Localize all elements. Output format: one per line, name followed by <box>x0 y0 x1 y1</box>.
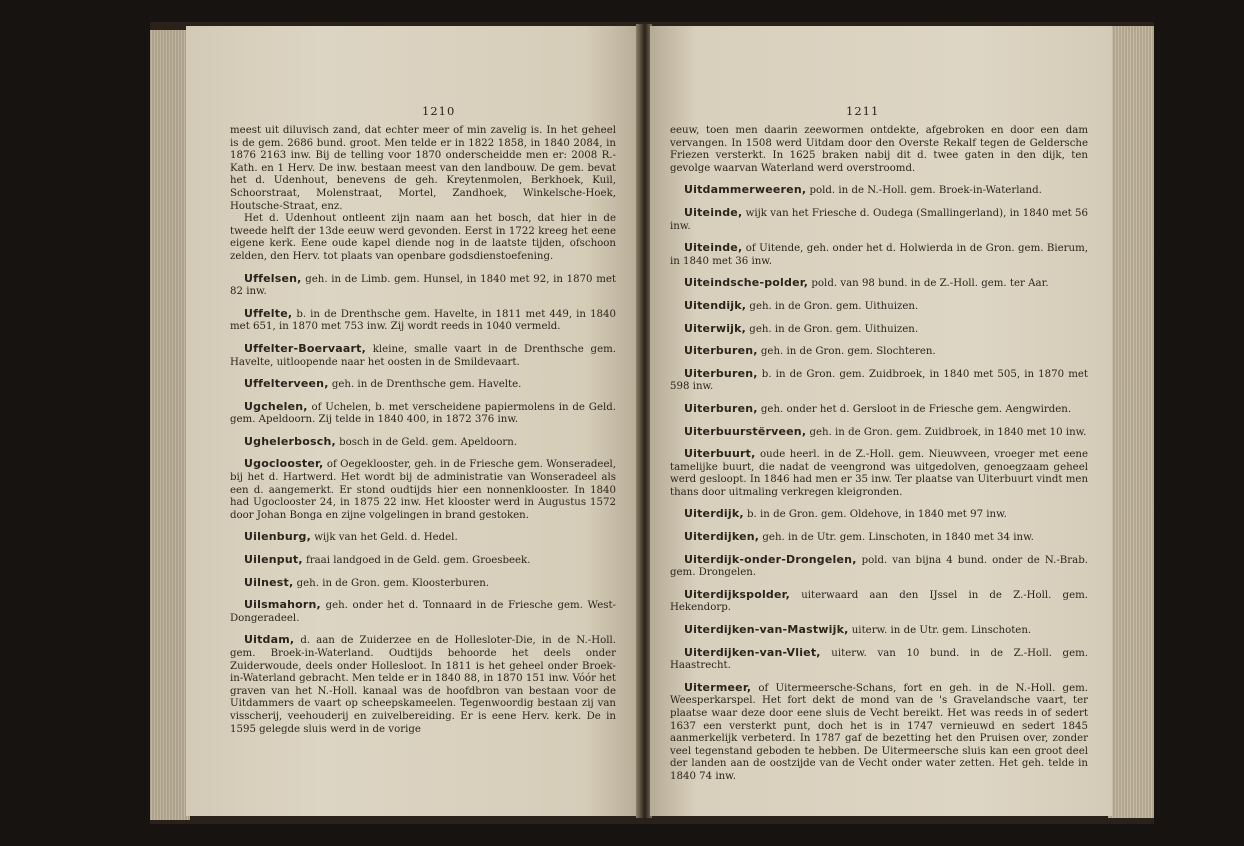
entry-text: of Oegeklooster, geh. in de Friesche gem. Wonseradeel, bij het d. Hartwerd. Het wordt bij de administratie van Wonseradeel als een d. aangemerkt. Er stond oudtijds hier een nonnenklooster. In 1840 had Ugoclooster 24, in 1875 22 inw. Het klooster werd in Augustus 1572 door Johan Bonga en zijne volgelingen in brand gestoken. <box>230 459 616 521</box>
headword: Uiteinde, <box>684 241 743 255</box>
entry <box>230 634 616 736</box>
page-number: 1211 <box>846 104 880 118</box>
entry-text: d. aan de Zuiderzee en de Hollesloter-Die, in de N.-Holl. gem. Broek-in-Waterland. Oudtijds behoorde het deels onder Zuiderwoude, deels onder Hollesloot. In 1811 is het geheel onder Broek-in-Waterland gebracht. Men telde er in 1840 88, in 1870 151 inw. Vóór het graven van het N.-Holl. kanaal was de hoofdbron van bestaan voor de Uitdammers de vaart op scheepskameelen. Tegenwoordig bestaan zij van visscherij, veehouderij en zuivelbereiding. Er is eene Herv. kerk. De in 1595 gelegde sluis werd in de vorige <box>230 635 616 735</box>
entry-text: pold. van 98 bund. in de Z.-Holl. gem. ter Aar. <box>811 278 1049 290</box>
entry <box>670 242 1088 268</box>
entry <box>670 323 1088 337</box>
entry-text: uiterwaard aan den IJssel in de Z.-Holl. gem. Hekendorp. <box>670 589 1088 614</box>
entry <box>670 554 1088 580</box>
continuation-text <box>230 125 616 264</box>
headword: Ugchelen, <box>244 399 308 413</box>
entry <box>670 682 1088 784</box>
entry <box>670 207 1088 233</box>
headword: Uiterbuurstërveen, <box>684 424 807 438</box>
headword: Uilnest, <box>244 575 294 589</box>
headword: Uitdammerweeren, <box>684 183 807 197</box>
headword: Uffelsen, <box>244 271 302 285</box>
headword: Uilenburg, <box>244 530 311 544</box>
headword: Uiterburen, <box>684 366 758 380</box>
headword: Uffelterveen, <box>244 377 329 391</box>
headword: Uitendijk, <box>684 298 747 312</box>
entry <box>230 343 616 369</box>
entry-text: of Uchelen, b. met verscheidene papiermolens in de Geld. gem. Apeldoorn. Zij telde in 1840 400, in 1872 376 inw. <box>230 401 616 426</box>
paragraph: eeuw, toen men daarin zeewormen ontdekte, afgebroken en door een dam vervangen. In 1508 werd Uitdam door den Overste Rekalf tegen de Geldersche Friezen versterkt. In 1625 braken nabij dit d. twee gaten in den dijk, ten gevolge waarvan Waterland werd overstroomd. <box>670 125 1088 174</box>
entry-text: kleine, smalle vaart in de Drenthsche gem. Havelte, uitloopende naar het oosten in de Smildevaart. <box>230 343 616 368</box>
headword: Uiterburen, <box>684 401 758 415</box>
headword: Uiterdijkspolder, <box>684 587 791 601</box>
page-edges-right <box>1108 26 1154 818</box>
headword: Uitdam, <box>244 633 295 647</box>
entry <box>670 624 1088 638</box>
continuation-text <box>670 125 1088 175</box>
entry-text: geh. in de Gron. gem. Kloosterburen. <box>296 577 490 589</box>
headword: Uffelte, <box>244 306 293 320</box>
headword: Uiterdijk-onder-Drongelen, <box>684 552 857 566</box>
page-number: 1210 <box>422 104 456 118</box>
headword: Ugoclooster, <box>244 457 324 471</box>
entry <box>230 378 616 392</box>
headword: Uilenput, <box>244 553 303 567</box>
entry <box>670 403 1088 417</box>
entry <box>230 554 616 568</box>
entry-text: b. in de Drenthsche gem. Havelte, in 1811 met 449, in 1840 met 651, in 1870 met 753 inw. Zij wordt reeds in 1040 vermeld. <box>230 308 616 333</box>
headword: Uilsmahorn, <box>244 598 321 612</box>
entry <box>670 345 1088 359</box>
headword: Uiterdijken-van-Mastwijk, <box>684 623 849 637</box>
entry-text: pold. in de N.-Holl. gem. Broek-in-Waterland. <box>809 185 1042 197</box>
headword: Uffelter-Boervaart, <box>244 341 366 355</box>
entry <box>670 531 1088 545</box>
entry-text: uiterw. in de Utr. gem. Linschoten. <box>851 625 1032 637</box>
right-page-text <box>670 125 1088 784</box>
paragraph: meest uit diluvisch zand, dat echter meer of min zavelig is. In het geheel is de gem. 2686 bund. groot. Men telde er in 1822 1858, in 1840 2084, in 1876 2163 inw. Bij de telling voor 1870 onderscheidde men er: 2008 R.-Kath. en 1 Herv. De inw. bestaan meest van den landbouw. De gem. bevat het d. Udenhout, benevens de geh. Kreytenmolen, Berkhoek, Kuil, Schoorstraat, Molenstraat, Mortel, Zandhoek, Winkelsche-Hoek, Houtsche-Straat, enz. <box>230 125 616 212</box>
entry <box>670 508 1088 522</box>
entry <box>670 300 1088 314</box>
headword: Uiterbuurt, <box>684 447 756 461</box>
entry-text: wijk van het Friesche d. Oudega (Smallingerland), in 1840 met 56 inw. <box>670 207 1088 232</box>
entry-text: geh. in de Gron. gem. Zuidbroek, in 1840 met 10 inw. <box>809 426 1087 438</box>
entry <box>670 448 1088 499</box>
entry <box>230 273 616 299</box>
entry-text: oude heerl. in de Z.-Holl. gem. Nieuwveen, vroeger met eene tamelijke buurt, die nadat de veengrond was uitgedolven, genoegzaam geheel werd gesloopt. In 1846 had men er 35 inw. Ter plaatse van Uiterbuurt vindt men thans door uitmaling verkregen kleigronden. <box>670 449 1088 498</box>
entry <box>670 184 1088 198</box>
entry-text: geh. in de Gron. gem. Uithuizen. <box>749 323 919 335</box>
entry-text: b. in de Gron. gem. Oldehove, in 1840 met 97 inw. <box>747 509 1007 521</box>
entry-text: geh. in de Utr. gem. Linschoten, in 1840 met 34 inw. <box>762 532 1034 544</box>
entry-text: of Uitende, geh. onder het d. Holwierda in de Gron. gem. Bierum, in 1840 met 36 inw. <box>670 243 1088 267</box>
page-edges-left <box>150 30 190 820</box>
entry-text: uiterw. van 10 bund. in de Z.-Holl. gem. Haastrecht. <box>670 647 1088 672</box>
entry <box>230 458 616 522</box>
entry-text: geh. in de Gron. gem. Uithuizen. <box>749 300 919 312</box>
entry-text: geh. in de Gron. gem. Slochteren. <box>760 346 936 358</box>
entry-text: wijk van het Geld. d. Hedel. <box>314 532 458 544</box>
entry <box>230 308 616 334</box>
right-page <box>650 26 1112 816</box>
headword: Uiterwijk, <box>684 321 747 335</box>
entry-text: geh. onder het d. Gersloot in de Friesche gem. Aengwirden. <box>760 403 1072 415</box>
headword: Ughelerbosch, <box>244 434 336 448</box>
entry-text: of Uitermeersche-Schans, fort en geh. in de N.-Holl. gem. Weesperkarspel. Het fort dekt de mond van de 's Gravelandsche vaart, ter plaatse waar deze door eene sluis de Vecht bereikt. Het was reeds in of sedert 1637 een versterkt punt, doch het is in 1747 vernieuwd en sedert 1845 aanmerkelijk verbeterd. In 1787 gaf de bezetting het den Pruisen over, zonder veel tegenstand geboden te hebben. De Uitermeersche sluis kan een groot deel der landen aan de oostzijde van de Vecht onder water zetten. Het geh. telde in 1840 74 inw. <box>670 682 1088 782</box>
entry-text: geh. in de Limb. gem. Hunsel, in 1840 met 92, in 1870 met 82 inw. <box>230 273 616 298</box>
headword: Uiterdijken-van-Vliet, <box>684 645 821 659</box>
headword: Uiterdijken, <box>684 530 760 544</box>
entry <box>230 599 616 625</box>
entry <box>670 647 1088 673</box>
entry <box>670 589 1088 615</box>
entry-text: b. in de Gron. gem. Zuidbroek, in 1840 met 505, in 1870 met 598 inw. <box>670 368 1088 393</box>
paragraph: Het d. Udenhout ontleent zijn naam aan het bosch, dat hier in de tweede helft der 13de eeuw werd gevonden. Eerst in 1722 kreeg het eene eigene kerk. Eene oude kapel diende nog in de laatste tijden, ofschoon zelden, den Herv. tot plaats van openbare godsdienstoefening. <box>230 213 616 262</box>
entry <box>670 426 1088 440</box>
entry-text: geh. in de Drenthsche gem. Havelte. <box>331 379 522 391</box>
entry-text: geh. onder het d. Tonnaard in de Friesche gem. West-Dongeradeel. <box>230 600 616 624</box>
entry <box>670 368 1088 394</box>
left-page <box>186 26 638 816</box>
entry <box>230 531 616 545</box>
headword: Uiteindsche-polder, <box>684 276 809 290</box>
entry <box>230 577 616 591</box>
headword: Uiteinde, <box>684 205 743 219</box>
entry-text: bosch in de Geld. gem. Apeldoorn. <box>339 436 518 448</box>
entry <box>670 277 1088 291</box>
entry <box>230 401 616 427</box>
entry <box>230 436 616 450</box>
headword: Uiterburen, <box>684 344 758 358</box>
left-page-text <box>230 125 616 736</box>
entry-text: fraai landgoed in de Geld. gem. Groesbeek. <box>305 555 531 567</box>
headword: Uitermeer, <box>684 680 752 694</box>
entry-text: pold. van bijna 4 bund. onder de N.-Brab. gem. Drongelen. <box>670 554 1088 579</box>
headword: Uiterdijk, <box>684 507 744 521</box>
